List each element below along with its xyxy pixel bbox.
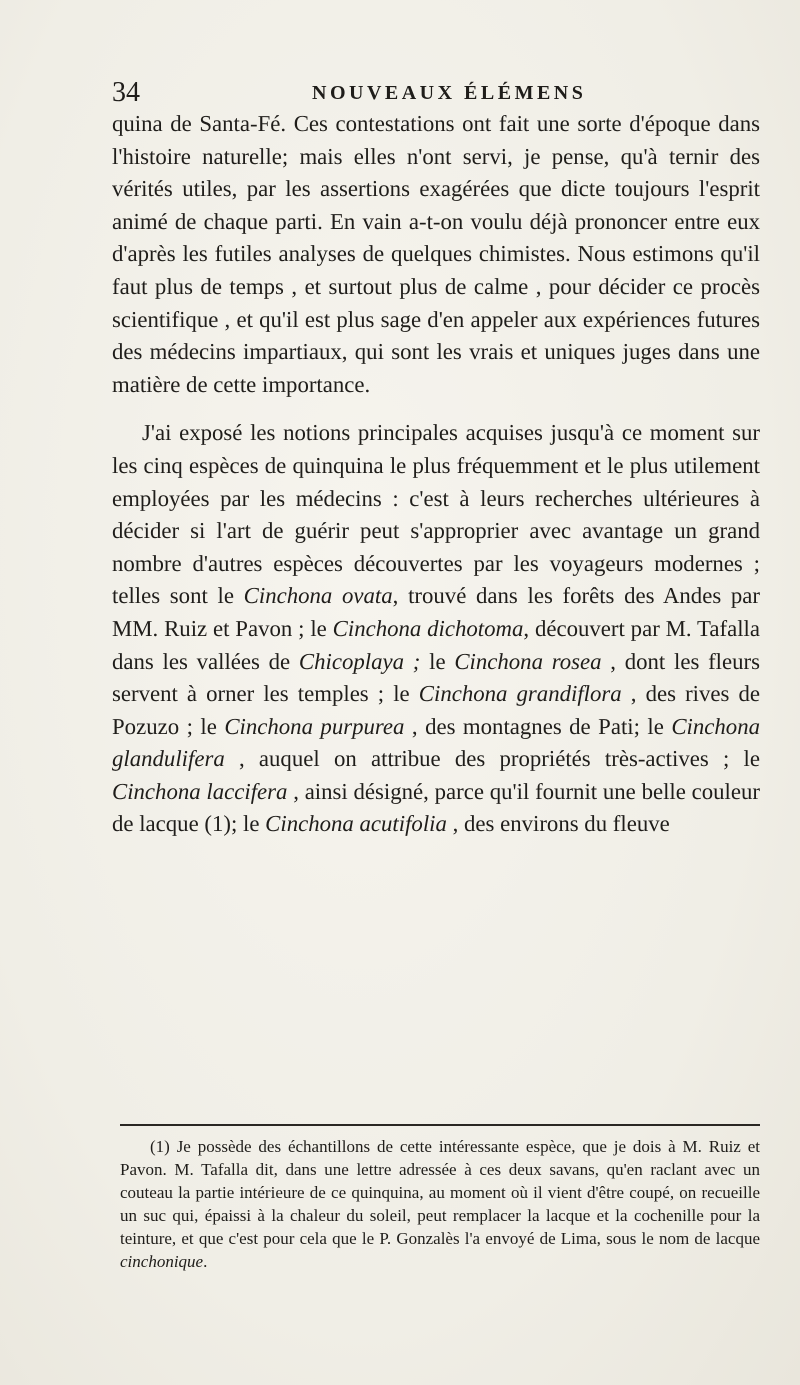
text-run: , dont les fleurs servent à orner les temples ; le [112, 648, 760, 707]
species-name: Cinchona rosea [454, 648, 602, 674]
page-header [112, 75, 752, 111]
footnote-divider [120, 1124, 760, 1126]
species-name: Cinchona purpurea [224, 713, 405, 739]
text-run: , trouvé dans les forêts des Andes par MM. Ruiz et Pavon ; le [112, 583, 760, 641]
footnote-text [120, 1135, 760, 1273]
species-name: Cinchona glandulifera [112, 713, 760, 772]
species-name: Cinchona grandiflora [418, 681, 622, 707]
text-run: . [203, 1252, 208, 1271]
species-name: Cinchona ovata [243, 583, 393, 609]
species-name: Cinchona acutifolia [265, 811, 447, 837]
text-run: , découvert par M. Tafalla dans les vallées de [112, 615, 761, 674]
text-run: , auquel on attribue des propriétés très-actives ; le [224, 746, 760, 772]
text-run: J'ai exposé les notions principales acquises jusqu'à ce moment sur les cinq espèces de quinquina le plus fréquemment et le plus utilement employées par les médecins : c'est à leurs recherches ultérieures à décider si l'art de guérir peut s'approprier avec avantage un grand nombre d'autres espèces découvertes par les voyageurs modernes ; telles sont le [112, 420, 760, 609]
species-name: Cinchona dichotoma [332, 615, 524, 641]
main-text [112, 108, 760, 841]
paragraph-2 [112, 417, 760, 841]
italic-term: cinchonique [120, 1252, 204, 1271]
text-run: , des montagnes de Pati; le [404, 713, 672, 739]
page-number: 34 [112, 77, 140, 108]
species-name: Cinchona laccifera [112, 778, 288, 804]
text-run: (1) Je possède des échantillons de cette intéressante espèce, que je dois à M. Ruiz et Pavon. M. Tafalla dit, dans une lettre adressée à ces deux savans, qu'en raclant avec un couteau la partie intérieure de ce quinquina, au moment où il vient d'être coupé, on recueille un suc qui, épaissi à la chaleur du soleil, peut remplacer la lacque et la cochenille pour la teinture, et que c'est pour cela que le P. Gonzalès l'a envoyé de Lima, sous le nom de lacque [120, 1137, 760, 1248]
text-run: , des rives de Pozuzo ; le [112, 681, 760, 739]
paragraph-1: quina de Santa-Fé. Ces contestations ont fait une sorte d'époque dans l'histoire naturelle; mais elles n'ont servi, je pense, qu'à ternir des vérités utiles, par les assertions exagérées que dicte toujours l'esprit animé de chaque parti. En vain a-t-on voulu déjà prononcer entre eux d'après les futiles analyses de quelques chimistes. Nous estimons qu'il faut plus de temps , et surtout plus de calme , pour décider ce procès scientifique , et qu'il est plus sage d'en appeler aux expériences futures des médecins impartiaux, qui sont les vrais et uniques juges dans une matière de cette importance. [112, 111, 760, 397]
text-run: , des environs du fleuve [446, 811, 670, 837]
running-title: NOUVEAUX ÉLÉMENS [312, 82, 587, 104]
place-name: Chicoplaya ; [298, 648, 421, 674]
text-run: , ainsi désigné, parce qu'il fournit une belle couleur de lacque (1); le [112, 778, 760, 837]
footnote [120, 1135, 760, 1273]
text-run: le [420, 648, 455, 674]
